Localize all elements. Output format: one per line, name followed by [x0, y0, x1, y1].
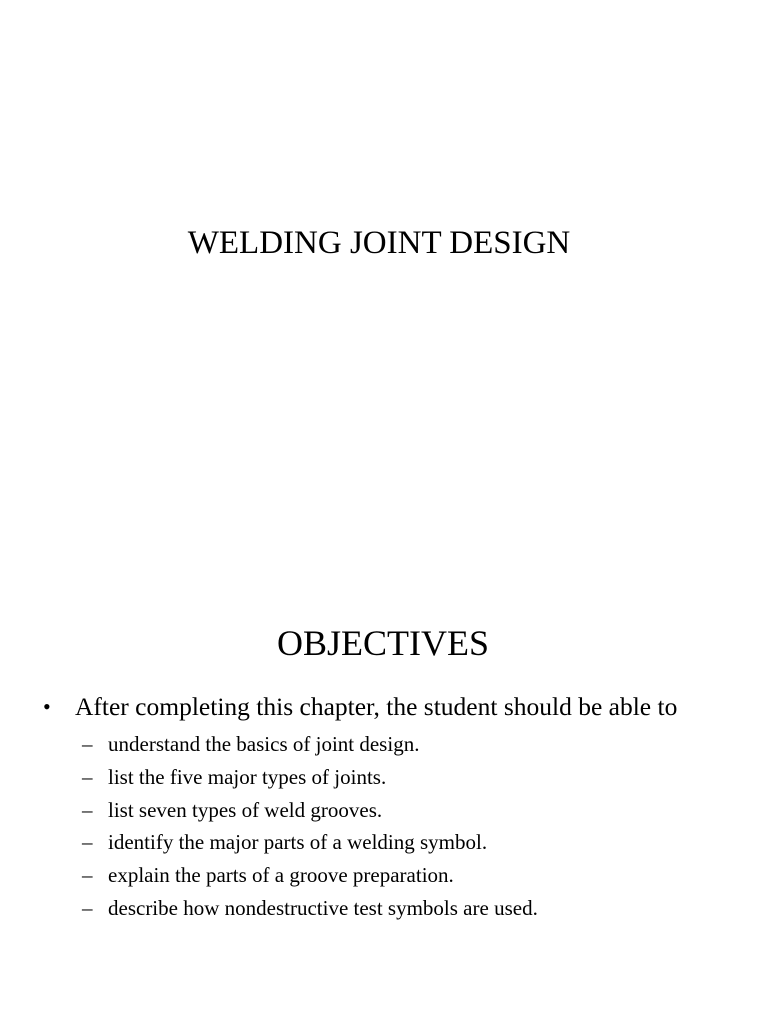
dash-icon: –: [82, 863, 93, 888]
list-item-text: list the five major types of joints.: [108, 764, 387, 789]
objectives-heading: OBJECTIVES: [276, 623, 489, 663]
list-item: [82, 892, 538, 925]
objectives-intro-text: After completing this chapter, the student should be able to: [75, 692, 678, 721]
list-item: [82, 761, 538, 794]
list-item: [82, 728, 538, 761]
list-item-text: list seven types of weld grooves.: [108, 797, 383, 822]
list-item: [82, 826, 538, 859]
page-title: WELDING JOINT DESIGN: [187, 225, 571, 261]
dash-icon: –: [82, 797, 93, 822]
objectives-intro-bullet: [43, 690, 677, 724]
list-item-text: describe how nondestructive test symbols are used.: [108, 895, 538, 920]
list-item-text: understand the basics of joint design.: [108, 732, 420, 756]
objectives-sub-list: [82, 728, 538, 925]
dash-icon: –: [82, 895, 93, 920]
list-item-text: explain the parts of a groove preparation.: [108, 863, 454, 888]
dash-icon: –: [82, 830, 93, 855]
dash-icon: –: [82, 732, 93, 756]
list-item: [82, 859, 538, 892]
list-item: [82, 794, 538, 827]
bullet-icon: •: [43, 694, 51, 719]
list-item-text: identify the major parts of a welding symbol.: [108, 830, 488, 855]
dash-icon: –: [82, 764, 93, 789]
